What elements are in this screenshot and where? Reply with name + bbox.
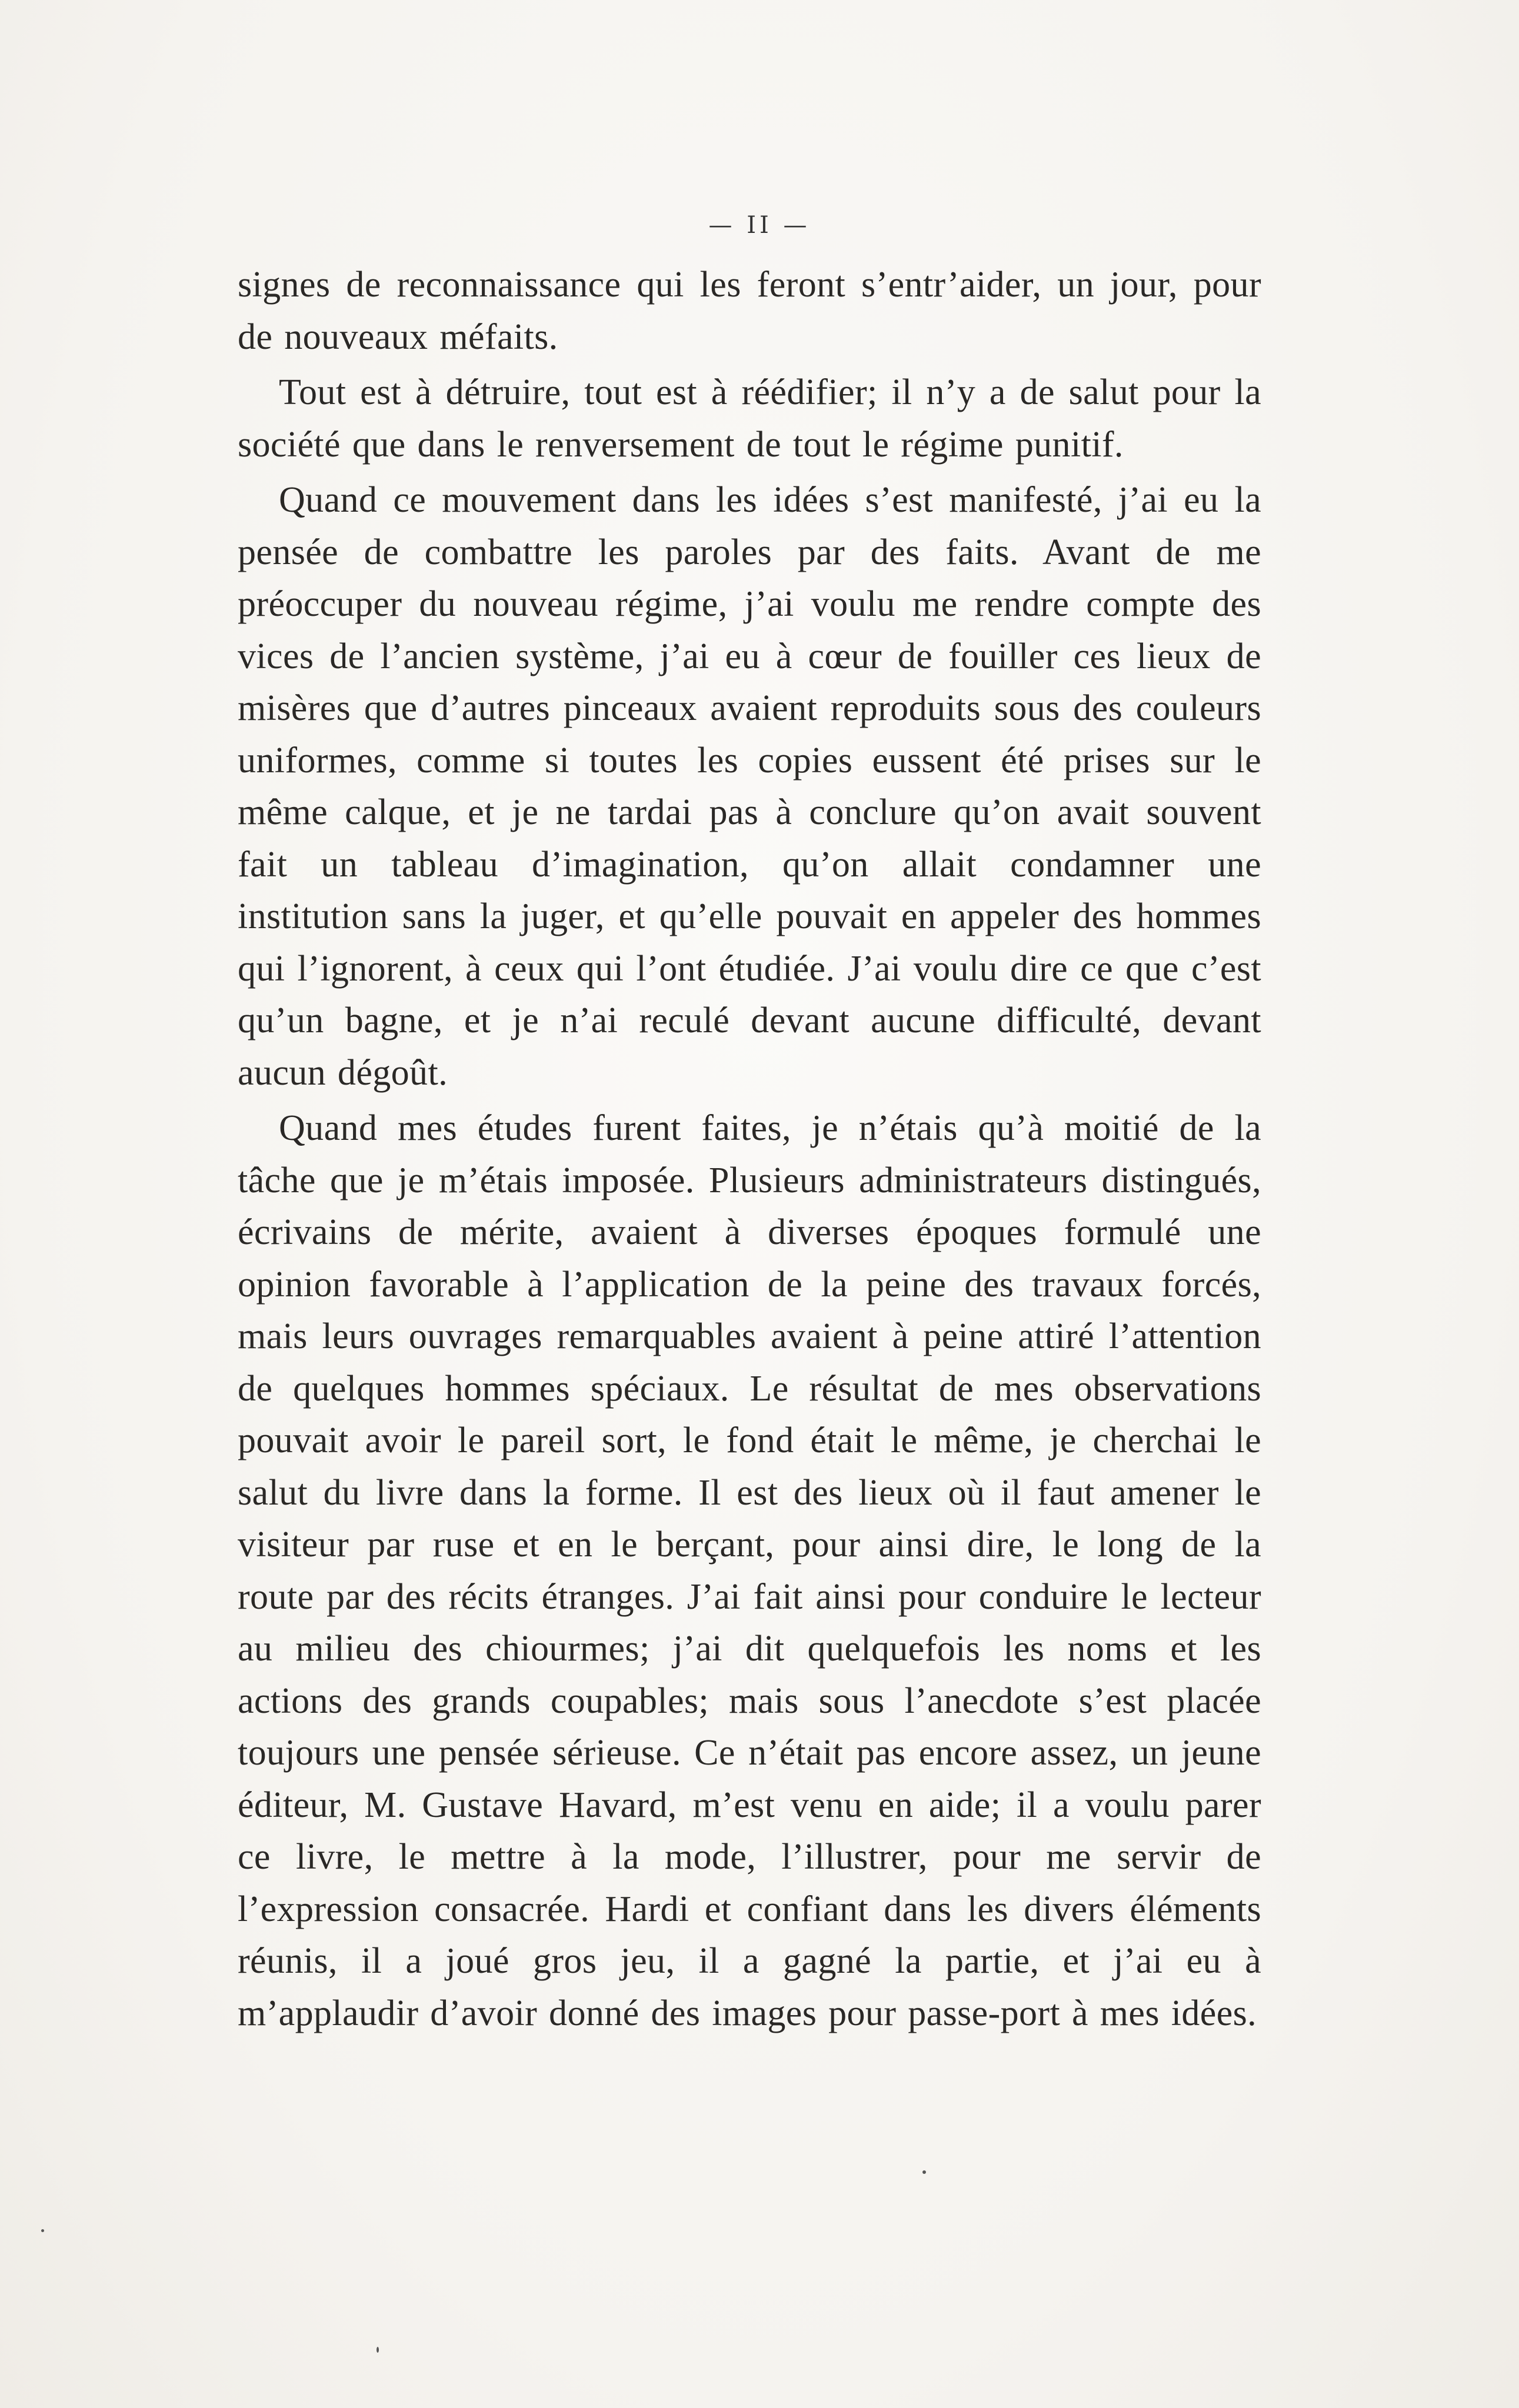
scan-speck bbox=[922, 2170, 926, 2174]
scan-speck bbox=[377, 2347, 379, 2353]
body-text bbox=[238, 259, 1261, 2039]
scan-speck bbox=[41, 2229, 44, 2232]
page-number: — II — bbox=[708, 212, 811, 239]
paragraph: Tout est à détruire, tout est à réédifier; il n’y a de salut pour la société que dans le renversement de tout le régime punitif. bbox=[238, 372, 1261, 465]
paragraph: Quand ce mouvement dans les idées s’est manifesté, j’ai eu la pensée de combattre les paroles par des faits. Avant de me préoccuper du nouveau régime, j’ai voulu me rendre compte des vices de l’ancien système, j’ai eu à cœur de fouiller ces lieux de misères que d’autres pinceaux avaient reproduits sous des couleurs uniformes, comme si toutes les copies eussent été prises sur le même calque, et je ne tardai pas à conclure qu’on avait souvent fait un tableau d’imagination, qu’on allait condamner une institution sans la juger, et qu’elle pouvait en appeler des hommes qui l’ignorent, à ceux qui l’ont étudiée. J’ai voulu dire ce que c’est qu’un bagne, et je n’ai reculé devant aucune difficulté, devant aucun dégoût. bbox=[238, 480, 1261, 1093]
paragraph: Quand mes études furent faites, je n’étais qu’à moitié de la tâche que je m’étais imposée. Plusieurs administrateurs distingués, écrivains de mérite, avaient à diverses époques formulé une opinion favorable à l’application de la peine des travaux forcés, mais leurs ouvrages remarquables avaient à peine attiré l’attention de quelques hommes spéciaux. Le résultat de mes observations pouvait avoir le pareil sort, le fond était le même, je cherchai le salut du livre dans la forme. Il est des lieux où il faut amener le visiteur par ruse et en le berçant, pour ainsi dire, le long de la route par des récits étranges. J’ai fait ainsi pour conduire le lecteur au milieu des chiourmes; j’ai dit quelquefois les noms et les actions des grands coupables; mais sous l’anecdote s’est placée toujours une pensée sérieuse. Ce n’était pas encore assez, un jeune éditeur, M. Gustave Havard, m’est venu en aide; il a voulu parer ce livre, le mettre à la mode, l’illustrer, pour me servir de l’expression consacrée. Hardi et confiant dans les divers éléments réunis, il a joué gros jeu, il a gagné la partie, et j’ai eu à m’applaudir d’avoir donné des images pour passe-port à mes idées. bbox=[238, 1108, 1261, 2033]
paragraph: signes de reconnaissance qui les feront s’entr’aider, un jour, pour de nouveaux méfaits. bbox=[238, 265, 1261, 357]
